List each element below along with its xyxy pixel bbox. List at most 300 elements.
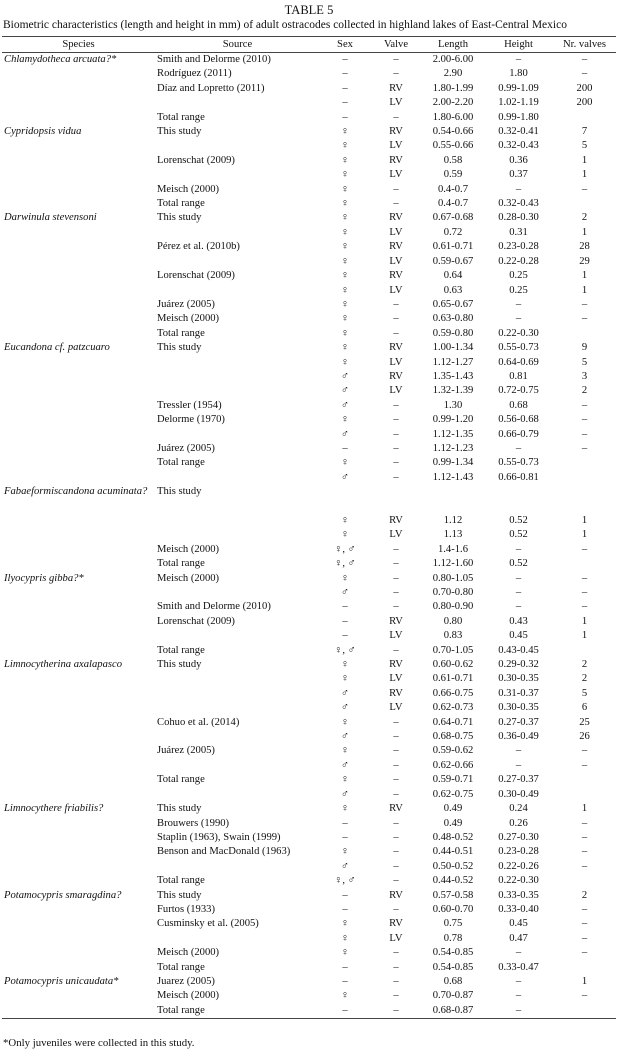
length-cell: 1.32-1.39 <box>432 385 474 397</box>
length-cell: 0.59-0.71 <box>432 774 474 786</box>
source-cell: Rodríguez (2011) <box>157 68 232 80</box>
species-cell <box>2 67 155 81</box>
length-cell: 1.80-1.99 <box>432 82 474 94</box>
sex-cell: ♀ <box>341 198 349 210</box>
valve-cell: – <box>393 644 399 656</box>
valve-cell: RV <box>389 615 403 627</box>
valve-cell: RV <box>389 241 403 253</box>
nr-valves-cell: 26 <box>579 731 590 743</box>
height-cell: 0.23-0.28 <box>498 241 539 253</box>
valve-cell: – <box>393 990 399 1002</box>
species-cell <box>2 961 155 975</box>
biometric-table <box>2 36 616 1019</box>
valve-cell: RV <box>389 212 403 224</box>
species-cell <box>2 644 155 658</box>
table-row <box>2 543 616 557</box>
table-row <box>2 226 616 240</box>
valve-cell: LV <box>389 673 403 685</box>
sex-cell: ♂ <box>341 759 349 771</box>
source-cell: Meisch (2000) <box>157 183 220 195</box>
length-cell: 0.63 <box>443 284 463 296</box>
height-cell: 0.33-0.35 <box>498 889 539 901</box>
length-cell: 0.80-1.05 <box>432 572 474 584</box>
sex-cell: ♀ <box>341 313 349 325</box>
length-cell: 1.12-1.27 <box>432 356 474 368</box>
height-cell: 0.33-0.47 <box>498 961 539 973</box>
sex-cell: ♀ <box>341 342 349 354</box>
valve-cell: RV <box>389 687 403 699</box>
valve-cell: LV <box>389 226 403 238</box>
length-cell: 0.49 <box>443 803 463 815</box>
source-cell: Meisch (2000) <box>157 947 220 959</box>
nr-valves-cell <box>553 197 616 211</box>
table-row <box>2 658 616 672</box>
source-cell <box>155 284 320 298</box>
source-cell: This study <box>157 486 202 498</box>
source-cell: Smith and Delorme (2010) <box>157 601 271 613</box>
species-cell <box>2 96 155 110</box>
source-cell: Staplin (1963), Swain (1999) <box>157 831 281 843</box>
sex-cell: ♀ <box>341 226 349 238</box>
nr-valves-cell: 1 <box>581 615 588 627</box>
length-cell: 0.68-0.87 <box>422 1004 484 1019</box>
table-row <box>2 730 616 744</box>
sex-cell: ♀ <box>341 673 349 685</box>
nr-valves-cell <box>553 773 616 787</box>
sex-cell: – <box>320 1004 370 1019</box>
valve-cell: RV <box>389 370 403 382</box>
valve-cell: – <box>393 313 399 325</box>
source-cell <box>155 860 320 874</box>
valve-cell: RV <box>389 342 403 354</box>
height-cell: 0.24 <box>509 803 528 815</box>
length-cell: 0.64-0.71 <box>432 716 474 728</box>
nr-valves-cell <box>553 1004 616 1019</box>
species-cell <box>2 327 155 341</box>
table-subtitle: Biometric characteristics (length and height in mm) of adult ostracodes collected in highland lakes of East-Central Mexico <box>3 19 567 31</box>
nr-valves-cell: – <box>581 298 588 310</box>
table-row <box>2 1004 616 1019</box>
species-cell <box>2 989 155 1003</box>
valve-cell: – <box>393 68 399 80</box>
table-row <box>2 67 616 81</box>
table-row <box>2 53 616 68</box>
table-title: TABLE 5 <box>284 3 334 17</box>
height-cell: 0.52 <box>509 558 528 570</box>
species-cell <box>2 932 155 946</box>
source-cell <box>155 528 320 542</box>
valve-cell: – <box>393 961 399 973</box>
table-row <box>2 932 616 946</box>
length-cell: 0.58 <box>443 154 463 166</box>
table-row <box>2 168 616 182</box>
source-cell: Total range <box>157 198 205 210</box>
height-cell: 0.26 <box>509 817 528 829</box>
length-cell: 0.49 <box>443 817 463 829</box>
height-cell: 0.52 <box>509 529 528 541</box>
table-row <box>2 788 616 802</box>
valve-cell: LV <box>389 385 403 397</box>
table-row <box>2 370 616 384</box>
species-cell <box>2 600 155 614</box>
height-cell: 0.33-0.40 <box>498 903 539 915</box>
table-row <box>2 744 616 758</box>
length-cell: 0.66-0.75 <box>432 687 474 699</box>
sex-cell: ♀ <box>341 932 349 944</box>
length-cell: 0.65-0.67 <box>432 298 474 310</box>
length-cell: 0.70-0.80 <box>432 587 474 599</box>
source-cell: Total range <box>157 558 205 570</box>
nr-valves-cell: – <box>581 442 588 454</box>
table-row <box>2 413 616 427</box>
source-cell <box>155 428 320 442</box>
length-cell: 0.4-0.7 <box>437 198 468 210</box>
sex-cell: ♀ <box>341 298 349 310</box>
valve-cell: RV <box>389 270 403 282</box>
height-cell: 0.52 <box>509 514 528 526</box>
table-row <box>2 572 616 586</box>
valve-cell: – <box>393 442 399 454</box>
sex-cell: – <box>342 903 348 915</box>
source-cell <box>155 672 320 686</box>
nr-valves-cell: – <box>581 831 588 843</box>
nr-valves-cell: – <box>581 759 588 771</box>
length-cell: 0.54-0.85 <box>432 947 474 959</box>
species-cell <box>2 687 155 701</box>
valve-cell: LV <box>389 932 403 944</box>
species-cell: Darwinula stevensoni <box>4 212 97 224</box>
sex-cell: ♀, ♂ <box>334 875 356 887</box>
valve-cell: – <box>393 759 399 771</box>
source-cell: This study <box>157 889 202 901</box>
nr-valves-cell: 200 <box>576 82 593 94</box>
valve-cell: LV <box>389 169 403 181</box>
valve-cell: – <box>393 846 399 858</box>
valve-cell: RV <box>389 918 403 930</box>
source-cell <box>155 370 320 384</box>
nr-valves-cell: – <box>581 745 588 757</box>
source-cell: Juárez (2005) <box>157 298 215 310</box>
nr-valves-cell: 1 <box>581 169 588 181</box>
table-row <box>2 183 616 197</box>
nr-valves-cell: – <box>581 817 588 829</box>
height-cell: 0.99-1.09 <box>498 82 539 94</box>
sex-cell: ♂ <box>341 370 349 382</box>
nr-valves-cell: – <box>581 428 588 440</box>
height-cell: 0.56-0.68 <box>498 414 539 426</box>
sex-cell: ♂ <box>341 788 349 800</box>
species-cell: Fabaeformiscandona acuminata? <box>4 486 148 498</box>
species-cell <box>2 298 155 312</box>
species-cell <box>2 183 155 197</box>
species-cell <box>2 356 155 370</box>
nr-valves-cell: – <box>581 903 588 915</box>
valve-cell: – <box>393 543 399 555</box>
source-cell: This study <box>157 342 202 354</box>
height-cell: 0.27-0.30 <box>498 831 539 843</box>
source-cell: Meisch (2000) <box>157 313 220 325</box>
sex-cell: ♀ <box>341 270 349 282</box>
valve-cell: RV <box>389 514 403 526</box>
col-length: Length <box>422 37 484 53</box>
nr-valves-cell: 2 <box>581 212 588 224</box>
table-row <box>2 672 616 686</box>
length-cell: 0.44-0.52 <box>432 875 474 887</box>
sex-cell: ♂ <box>341 587 349 599</box>
source-cell: Díaz and Lopretto (2011) <box>157 82 265 94</box>
height-cell: 0.99-1.80 <box>498 111 539 123</box>
source-cell: Cohuo et al. (2014) <box>157 716 240 728</box>
source-cell <box>155 730 320 744</box>
nr-valves-cell: 2 <box>581 889 588 901</box>
table-row <box>2 701 616 715</box>
length-cell: 0.68-0.75 <box>432 731 474 743</box>
height-cell: – <box>484 1004 553 1019</box>
valve-cell: LV <box>389 255 403 267</box>
height-cell: 0.45 <box>509 918 528 930</box>
nr-valves-cell <box>553 471 616 485</box>
sex-cell: – <box>342 68 348 80</box>
species-cell <box>2 860 155 874</box>
species-cell: Ilyocypris gibba?* <box>4 572 84 584</box>
table-row <box>2 356 616 370</box>
col-species: Species <box>2 37 155 53</box>
nr-valves-cell: – <box>581 54 588 65</box>
length-cell: 0.55-0.66 <box>432 140 474 152</box>
species-cell <box>2 528 155 542</box>
height-cell: – <box>515 759 522 771</box>
nr-valves-cell: 1 <box>581 630 588 642</box>
height-cell: 0.43-0.45 <box>498 644 539 656</box>
source-cell: Total range <box>157 875 205 887</box>
height-cell: 0.30-0.35 <box>498 702 539 714</box>
valve-cell: LV <box>389 356 403 368</box>
height-cell: 0.23-0.28 <box>498 846 539 858</box>
nr-valves-cell <box>553 961 616 975</box>
valve-cell: – <box>393 428 399 440</box>
length-cell: 1.4-1.6 <box>437 543 468 555</box>
sex-cell: ♀ <box>341 918 349 930</box>
species-cell: Limnocythere friabilis? <box>4 803 104 815</box>
nr-valves-cell: – <box>581 601 588 613</box>
species-cell <box>2 255 155 269</box>
nr-valves-cell: 1 <box>581 154 588 166</box>
nr-valves-cell: – <box>581 587 588 599</box>
table-row <box>2 802 616 816</box>
nr-valves-cell: – <box>581 68 588 80</box>
table-row <box>2 327 616 341</box>
source-cell <box>155 384 320 398</box>
valve-cell: – <box>393 558 399 570</box>
length-cell: 0.62-0.66 <box>432 759 474 771</box>
sex-cell: ♀ <box>341 803 349 815</box>
height-cell: 0.43 <box>509 615 528 627</box>
table-row <box>2 860 616 874</box>
nr-valves-cell: 2 <box>581 673 588 685</box>
nr-valves-cell <box>553 485 616 514</box>
length-cell: 0.59 <box>443 169 463 181</box>
table-row <box>2 471 616 485</box>
height-cell: 0.66-0.79 <box>498 428 539 440</box>
table-row <box>2 154 616 168</box>
valve-cell: – <box>393 860 399 872</box>
source-cell: Total range <box>157 457 205 469</box>
table-row <box>2 687 616 701</box>
source-cell <box>155 356 320 370</box>
sex-cell: – <box>342 961 348 973</box>
table-row <box>2 600 616 614</box>
sex-cell: ♀ <box>341 241 349 253</box>
source-cell <box>155 255 320 269</box>
species-cell <box>2 428 155 442</box>
sex-cell: ♂ <box>341 687 349 699</box>
sex-cell: ♂ <box>341 860 349 872</box>
sex-cell <box>320 485 370 514</box>
length-cell: 0.63-0.80 <box>432 313 474 325</box>
table-row <box>2 557 616 571</box>
source-cell: Juárez (2005) <box>157 442 215 454</box>
table-row <box>2 946 616 960</box>
length-cell: 0.60-0.70 <box>432 903 474 915</box>
height-cell: 0.55-0.73 <box>498 342 539 354</box>
nr-valves-cell: – <box>581 313 588 325</box>
length-cell: 0.80-0.90 <box>432 601 474 613</box>
table-row <box>2 240 616 254</box>
table-row <box>2 341 616 355</box>
species-cell <box>2 903 155 917</box>
nr-valves-cell: 9 <box>581 342 588 354</box>
source-cell: Cusminsky et al. (2005) <box>157 918 259 930</box>
species-cell: Limnocytherina axalapasco <box>4 659 122 671</box>
sex-cell: ♀ <box>341 414 349 426</box>
sex-cell: ♀ <box>341 990 349 1002</box>
table-row <box>2 889 616 903</box>
source-cell: This study <box>157 803 202 815</box>
species-cell <box>2 730 155 744</box>
valve-cell: LV <box>389 284 403 296</box>
species-cell <box>2 168 155 182</box>
length-cell: 0.62-0.73 <box>432 702 474 714</box>
source-cell: Total range <box>157 961 205 973</box>
sex-cell: ♀ <box>341 356 349 368</box>
header-row <box>2 37 616 53</box>
height-cell: – <box>515 601 522 613</box>
source-cell: Benson and MacDonald (1963) <box>157 846 291 858</box>
sex-cell: – <box>342 889 348 901</box>
valve-cell: – <box>393 788 399 800</box>
sex-cell: ♀ <box>341 140 349 152</box>
valve-cell: – <box>393 947 399 959</box>
length-cell: 0.99-1.34 <box>432 457 474 469</box>
table-row <box>2 456 616 470</box>
height-cell: – <box>515 54 522 65</box>
length-cell: 1.00-1.34 <box>432 342 474 354</box>
length-cell: 0.78 <box>443 932 463 944</box>
sex-cell: ♀, ♂ <box>334 543 356 555</box>
sex-cell: ♀ <box>341 659 349 671</box>
source-cell: Delorme (1970) <box>157 414 225 426</box>
table-row <box>2 615 616 629</box>
height-cell: 0.55-0.73 <box>498 457 539 469</box>
table-body <box>2 53 616 1019</box>
species-cell: Chlamydotheca arcuata?* <box>4 54 117 65</box>
nr-valves-cell: 200 <box>576 97 593 109</box>
table-row <box>2 284 616 298</box>
sex-cell: ♂ <box>341 471 349 483</box>
length-cell: 0.54-0.66 <box>432 126 474 138</box>
valve-cell: LV <box>389 630 403 642</box>
source-cell: Brouwers (1990) <box>157 817 230 829</box>
species-cell <box>2 111 155 125</box>
species-cell <box>2 312 155 326</box>
table-row <box>2 759 616 773</box>
length-cell: 1.35-1.43 <box>432 370 474 382</box>
species-cell <box>2 615 155 629</box>
source-cell <box>155 586 320 600</box>
source-cell: Smith and Delorme (2010) <box>157 54 271 65</box>
sex-cell: ♀ <box>341 529 349 541</box>
col-source: Source <box>155 37 320 53</box>
species-cell <box>2 788 155 802</box>
valve-cell: RV <box>389 154 403 166</box>
nr-valves-cell: 1 <box>581 270 588 282</box>
height-cell: 0.29-0.32 <box>498 659 539 671</box>
sex-cell: ♂ <box>341 702 349 714</box>
length-cell: 0.70-1.05 <box>432 644 474 656</box>
nr-valves-cell <box>553 111 616 125</box>
length-cell: 1.12-1.60 <box>432 558 474 570</box>
valve-cell: RV <box>389 803 403 815</box>
valve-cell: – <box>393 745 399 757</box>
sex-cell: ♀ <box>341 457 349 469</box>
source-cell <box>155 471 320 485</box>
source-cell: This study <box>157 212 202 224</box>
table-row <box>2 111 616 125</box>
nr-valves-cell: – <box>581 183 588 195</box>
valve-cell: – <box>393 587 399 599</box>
length-cell: 0.70-0.87 <box>432 990 474 1002</box>
table-row <box>2 586 616 600</box>
height-cell: – <box>515 975 522 987</box>
valve-cell: LV <box>389 97 403 109</box>
table-row <box>2 773 616 787</box>
length-cell: 0.61-0.71 <box>432 241 474 253</box>
sex-cell: ♀ <box>341 169 349 181</box>
source-cell: Total range <box>157 644 205 656</box>
valve-cell: – <box>393 414 399 426</box>
table-row <box>2 845 616 859</box>
length-cell: 1.80-6.00 <box>432 111 474 123</box>
length-cell: 0.72 <box>443 226 463 238</box>
height-cell: – <box>515 183 522 195</box>
table-row <box>2 82 616 96</box>
source-cell: Total range <box>155 1004 320 1019</box>
height-cell: 0.28-0.30 <box>498 212 539 224</box>
source-cell: Tressler (1954) <box>157 399 222 411</box>
sex-cell: – <box>342 630 348 642</box>
nr-valves-cell: 1 <box>581 975 588 987</box>
table-row <box>2 975 616 989</box>
valve-cell: – <box>393 471 399 483</box>
source-cell <box>155 759 320 773</box>
source-cell <box>155 629 320 643</box>
length-cell: 1.12-1.43 <box>432 471 474 483</box>
table-row <box>2 514 616 528</box>
species-cell <box>2 384 155 398</box>
species-cell <box>2 269 155 283</box>
height-cell: 0.47 <box>509 932 528 944</box>
height-cell: – <box>515 298 522 310</box>
